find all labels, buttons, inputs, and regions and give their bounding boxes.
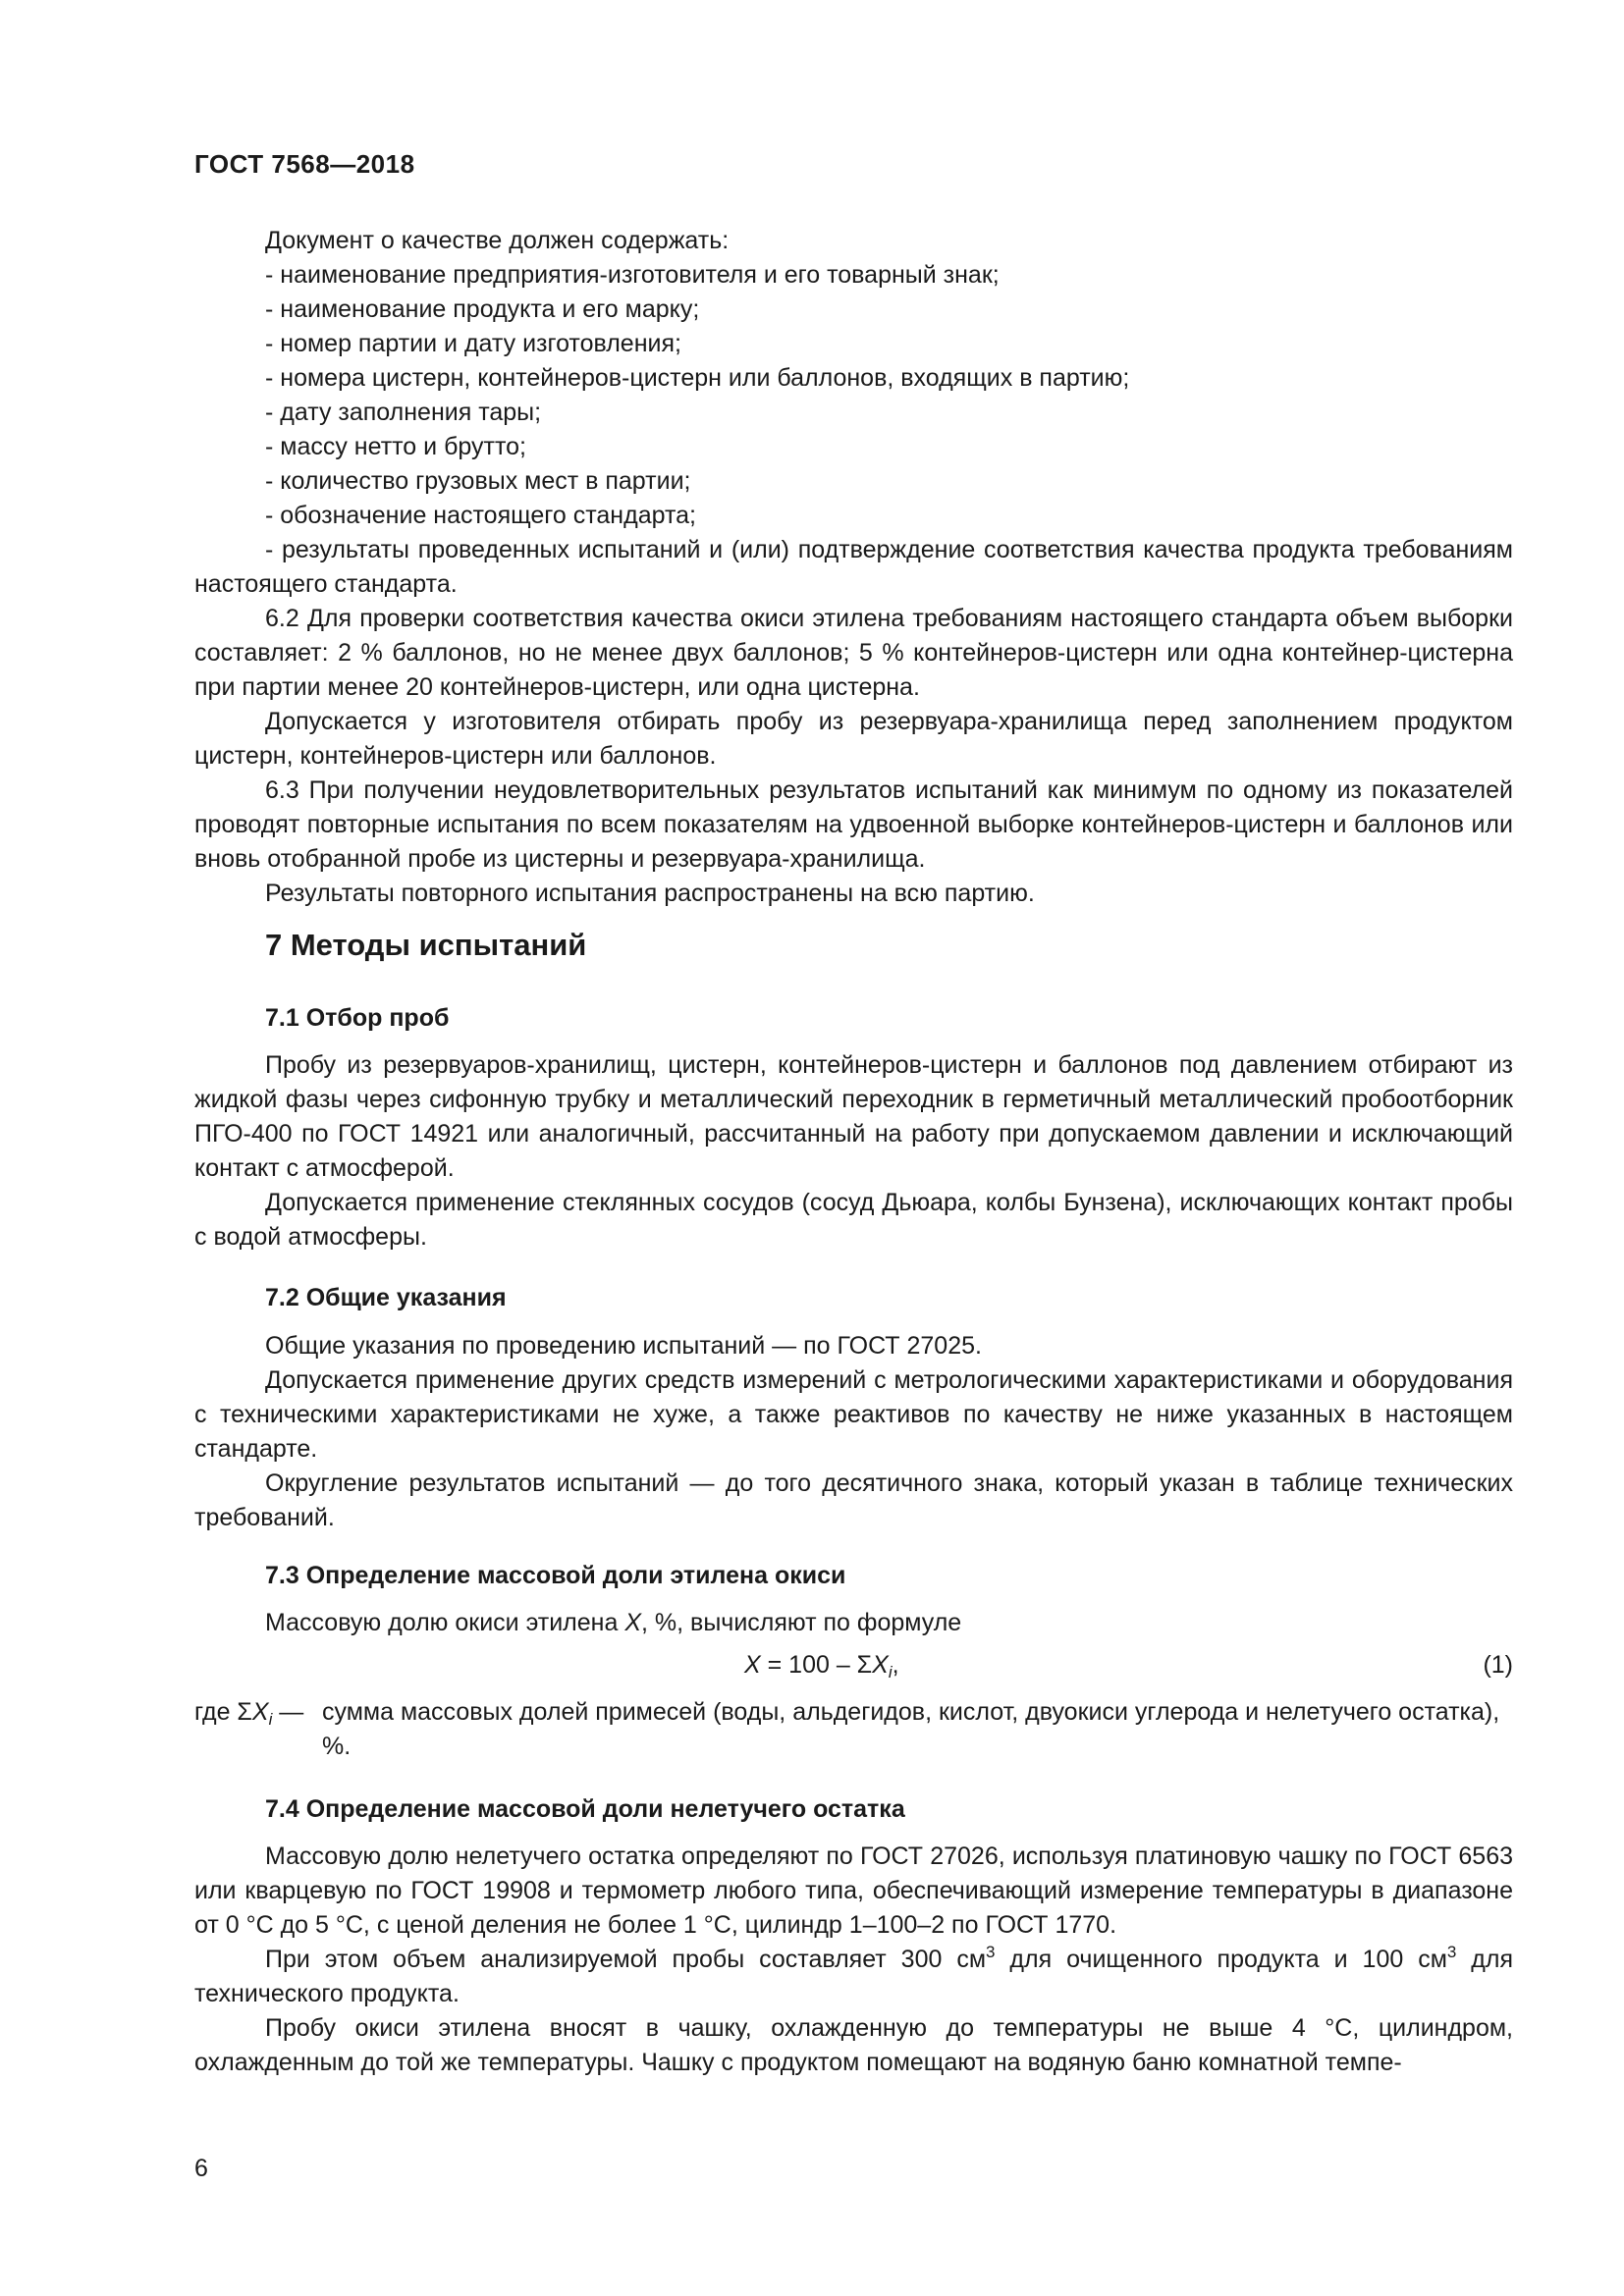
section-7-header (194, 928, 1513, 962)
subsection-7-1-body (194, 1048, 1513, 1255)
list-item: - наименование предприятия-изготовителя и его товарный знак; (265, 261, 1000, 289)
paragraph: Массовую долю нелетучего остатка определяют по ГОСТ 27026, используя платиновую чашку по ГОСТ 6563 или кварцевую по ГОСТ 19908 и термометр любого типа, обеспечивающий измерение температуры в диапазоне от 0 °С до 5 °С, с ценой деления не более 1 °С, цилиндр 1–100–2 по ГОСТ 1770. (194, 1842, 1513, 1939)
paragraph: Пробу окиси этилена вносят в чашку, охлажденную до температуры не выше 4 °С, цилиндром, охлажденным до той же температуры. Чашку с продуктом помещают на водяную баню комнатной темпе- (194, 2014, 1513, 2076)
paragraph-6-3: 6.3 При получении неудовлетворительных результатов испытаний как минимум по одному из показателей проводят повторные испытания по всем показателям на удвоенной выборке контейнеров-цистерн и баллонов или вновь отобранной пробе из цистерны и резервуара-хранилища. (194, 776, 1513, 873)
paragraph-6-2-note: Допускается у изготовителя отбирать пробу из резервуара-хранилища перед заполнением продуктом цистерн, контейнеров-цистерн или баллонов. (194, 708, 1513, 770)
running-header: ГОСТ 7568—2018 (194, 149, 415, 179)
subsection-title: 7.4 Определение массовой доли нелетучего остатка (265, 1795, 905, 1823)
paragraph: Округление результатов испытаний — до того десятичного знака, который указан в таблице технических требований. (194, 1469, 1513, 1531)
subsection-title: 7.2 Общие указания (265, 1284, 507, 1311)
subsection-7-2 (194, 1281, 1513, 1315)
section-6-body (194, 224, 1513, 911)
paragraph: Общие указания по проведению испытаний — по ГОСТ 27025. (265, 1332, 982, 1360)
list-item: - наименование продукта и его марку; (265, 295, 700, 323)
list-item: - количество грузовых мест в партии; (265, 467, 691, 495)
formula-number: (1) (1483, 1651, 1513, 1679)
paragraph: Пробу из резервуаров-хранилищ, цистерн, контейнеров-цистерн и баллонов под давлением отбирают из жидкой фазы через сифонную трубку и металлический переходник в герметичный металлический пробоотборник ПГО-400 по ГОСТ 14921 или аналогичный, рассчитанный на работу при допускаемом давлении и исключающий контакт с атмосферой. (194, 1051, 1513, 1182)
quality-doc-intro: Документ о качестве должен содержать: (265, 227, 730, 254)
subsection-7-4-body (194, 1840, 1513, 2080)
page-number: 6 (194, 2155, 208, 2182)
subsection-title: 7.3 Определение массовой доли этилена окиси (265, 1562, 846, 1589)
subsection-7-3 (194, 1559, 1513, 1593)
paragraph: При этом объем анализируемой пробы составляет 300 $см^3$ для очищенного продукта и 100 $см^3$ для технического продукта. (194, 1943, 1514, 2007)
subsection-title: 7.1 Отбор проб (265, 1004, 450, 1032)
paragraph-6-3-note: Результаты повторного испытания распространены на всю партию. (265, 880, 1035, 907)
legend-definition: сумма массовых долей примесей (воды, альдегидов, кислот, двуокиси углерода и нелетучего остатка), %. (322, 1698, 1500, 1760)
list-item: - обозначение настоящего стандарта; (265, 502, 696, 529)
subsection-7-4 (194, 1792, 1513, 1827)
legend-term: где $\Sigma X_i$ — (194, 1698, 304, 1729)
subsection-7-1 (194, 1001, 1513, 1036)
formula: $X = 100 - \Sigma X_i$, (744, 1651, 899, 1682)
list-item: - дату заполнения тары; (265, 399, 542, 426)
section-title: 7 Методы испытаний (265, 928, 587, 962)
paragraph-6-2: 6.2 Для проверки соответствия качества окиси этилена требованиям настоящего стандарта объем выборки составляет: 2 % баллонов, но не менее двух баллонов; 5 % контейнеров-цистерн или одна контейнер-цистерна при партии менее 20 контейнеров-цистерн, или одна цистерна. (194, 605, 1513, 701)
subsection-7-2-body (194, 1329, 1513, 1535)
list-item: - массу нетто и брутто; (265, 433, 526, 460)
formula-intro: Массовую долю окиси этилена X, %, вычисляют по формуле (265, 1609, 962, 1636)
paragraph: Допускается применение других средств измерений с метрологическими характеристиками и оборудования с техническими характеристиками не хуже, а также реактивов по качеству не ниже указанных в настоящем стандарте. (194, 1366, 1513, 1463)
paragraph: Допускается применение стеклянных сосудов (сосуд Дьюара, колбы Бунзена), исключающих контакт пробы с водой атмосферы. (194, 1189, 1513, 1251)
list-item: - номера цистерн, контейнеров-цистерн или баллонов, входящих в партию; (265, 364, 1130, 392)
formula-row (194, 1648, 1513, 1687)
list-item: - номер партии и дату изготовления; (265, 330, 681, 357)
list-item-last: - результаты проведенных испытаний и (или) подтверждение соответствия качества продукта требованиям настоящего стандарта. (194, 536, 1513, 598)
formula-legend (194, 1695, 1513, 1764)
subsection-7-3-body (194, 1606, 1513, 1764)
